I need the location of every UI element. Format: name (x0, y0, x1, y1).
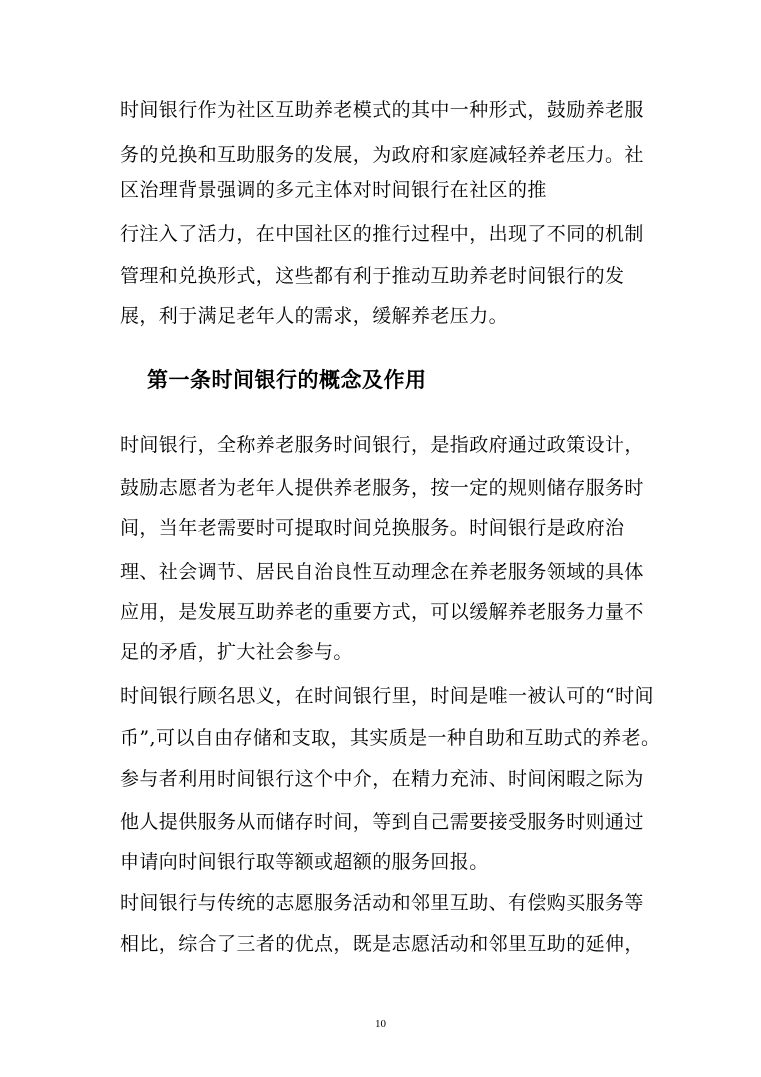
paragraph-3-line-3: 参与者利用时间银行这个中介，在精力充沛、时间闲暇之际为 (120, 768, 644, 790)
paragraph-2-line-2: 鼓励志愿者为老年人提供养老服务，按一定的规则储存服务时 (120, 477, 644, 499)
paragraph-3-line-5: 申请向时间银行取等额或超额的服务回报。 (120, 851, 489, 873)
paragraph-3-line-1: 时间银行顾名思义，在时间银行里，时间是唯一被认可的“时间 (120, 685, 654, 707)
paragraph-1-line-1: 时间银行作为社区互助养老模式的其中一种形式，鼓励养老服 (120, 99, 644, 121)
paragraph-2-line-6: 足的矛盾，扩大社会参与。 (120, 641, 353, 663)
paragraph-1-line-3: 区治理背景强调的多元主体对时间银行在社区的推 (120, 179, 547, 201)
paragraph-4-line-1: 时间银行与传统的志愿服务活动和邻里互助、有偿购买服务等 (120, 892, 644, 914)
section-heading: 第一条时间银行的概念及作用 (147, 367, 427, 392)
page-number: 10 (375, 1018, 386, 1030)
paragraph-2-line-5: 应用，是发展互助养老的重要方式，可以缓解养老服务力量不 (120, 601, 644, 623)
paragraph-3-line-4: 他人提供服务从而储存时间，等到自己需要接受服务时则通过 (120, 811, 644, 833)
paragraph-2-line-4: 理、社会调节、居民自治良性互动理念在养老服务领域的具体 (120, 561, 644, 583)
paragraph-4-line-2: 相比，综合了三者的优点，既是志愿活动和邻里互助的延伸， (120, 933, 644, 955)
paragraph-2-line-3: 间，当年老需要时可提取时间兑换服务。时间银行是政府治 (120, 517, 625, 539)
paragraph-1-line-4: 行注入了活力，在中国社区的推行过程中，出现了不同的机制 (120, 223, 644, 245)
paragraph-1-line-6: 展，利于满足老年人的需求，缓解养老压力。 (120, 305, 509, 327)
paragraph-1-line-5: 管理和兑换形式，这些都有利于推动互助养老时间银行的发 (120, 265, 625, 287)
paragraph-3-line-2: 币”,可以自由存储和支取，其实质是一种自助和互助式的养老。 (120, 727, 661, 749)
paragraph-1-line-2: 务的兑换和互助服务的发展，为政府和家庭减轻养老压力。社 (120, 144, 644, 166)
paragraph-2-line-1: 时间银行，全称养老服务时间银行，是指政府通过政策设计， (120, 434, 644, 456)
